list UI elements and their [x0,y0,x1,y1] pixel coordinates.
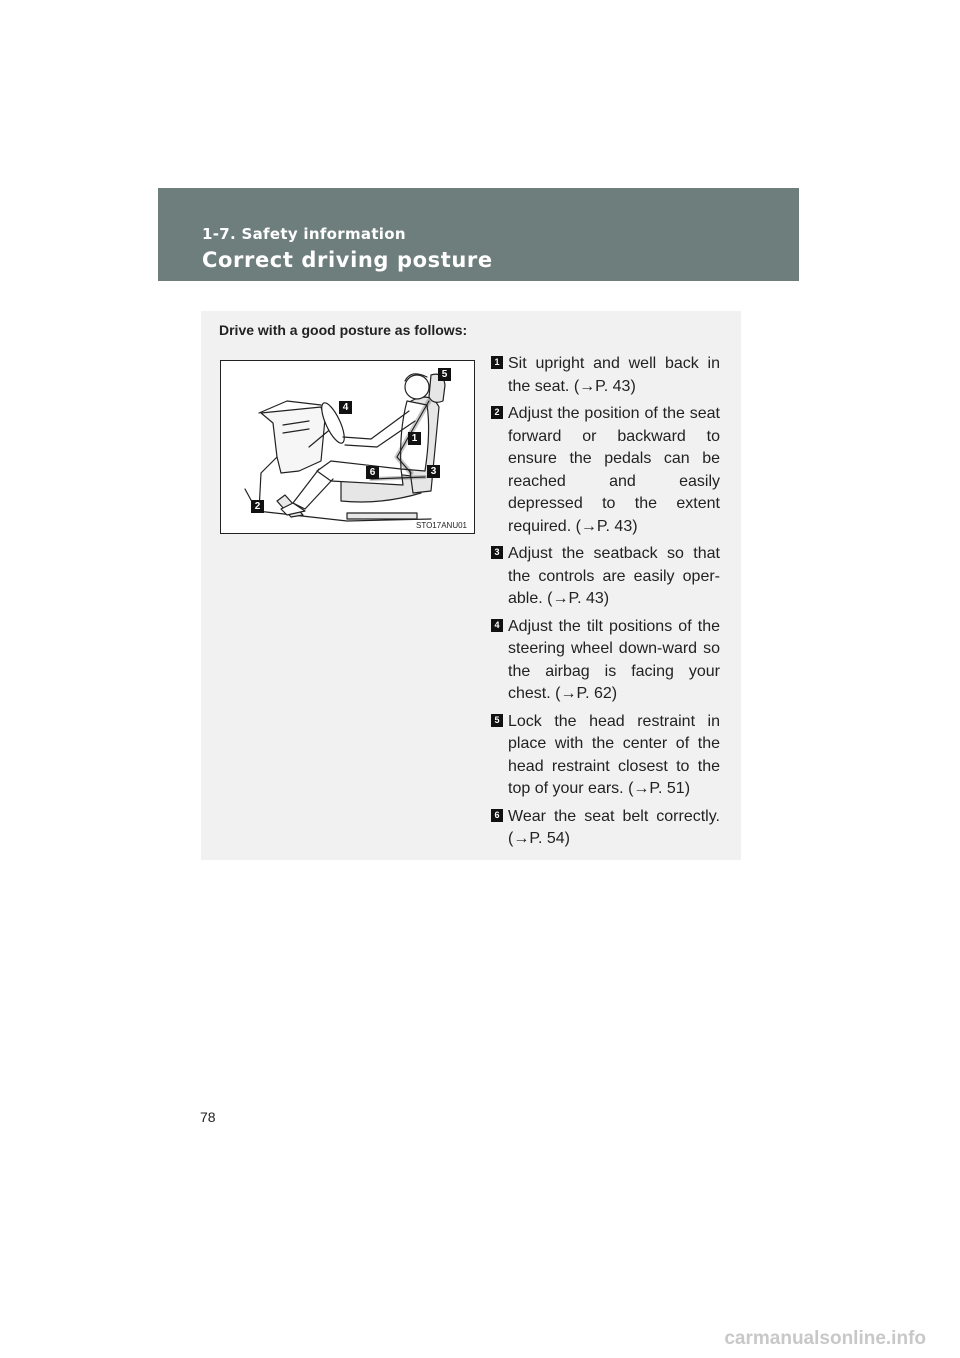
step-item [491,543,720,611]
driving-posture-illustration [220,360,475,534]
figure-label-6: 6 [366,466,379,479]
figure-label-2: 2 [251,500,264,513]
step-item [491,616,720,706]
step-number-badge: 6 [491,809,503,822]
page-number: 78 [200,1109,216,1125]
step-number-badge: 3 [491,546,503,559]
watermark: carmanualsonline.info [724,1328,926,1349]
step-number-badge: 1 [491,356,503,369]
figure-label-5: 5 [438,368,451,381]
section-header [158,188,799,281]
step-number-badge: 2 [491,406,503,419]
section-label: 1-7. Safety information [202,225,406,243]
step-text: Adjust the tilt positions of the steering wheel down-ward so the airbag is facing your chest. (→P. 62) [508,617,720,702]
step-item [491,806,720,851]
figure-code: STO17ANU01 [416,521,467,530]
intro-text: Drive with a good posture as follows: [219,322,468,338]
step-text: Sit upright and well back in the seat. (→P. 43) [508,355,720,395]
step-text: Lock the head restraint in place with the center of the head restraint closest to the top of your ears. (→P. 51) [508,712,720,797]
step-item [491,403,720,538]
step-text: Adjust the position of the seat forward or backward to ensure the pedals can be reached and easily depressed to the extent required. (→P. 43) [508,405,720,535]
content-box [201,311,741,860]
page-title: Correct driving posture [202,248,493,272]
step-number-badge: 4 [491,619,503,632]
step-item [491,353,720,398]
figure-label-4: 4 [339,401,352,414]
step-text: Wear the seat belt correctly. (→P. 54) [508,807,720,847]
posture-steps-list [491,353,720,856]
figure-label-1: 1 [408,432,421,445]
step-item [491,711,720,801]
step-number-badge: 5 [491,714,503,727]
figure-label-3: 3 [427,465,440,478]
step-text: Adjust the seatback so that the controls are easily oper-able. (→P. 43) [508,545,720,607]
